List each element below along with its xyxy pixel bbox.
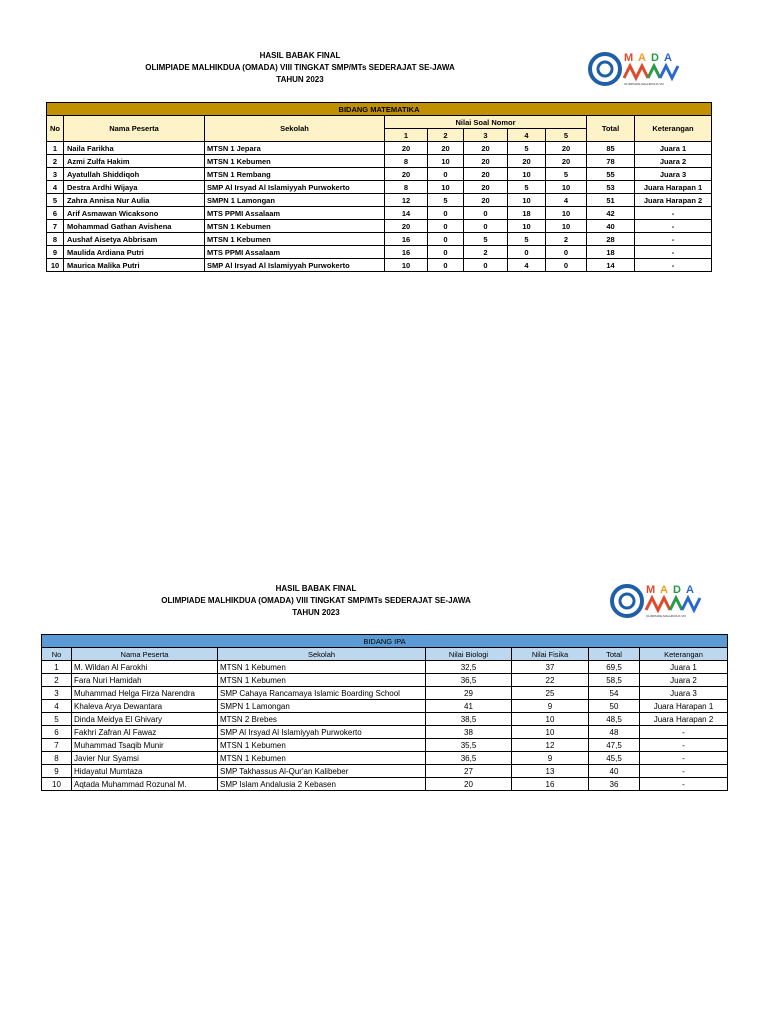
header-2 xyxy=(134,583,498,619)
logo-letter-m: M xyxy=(624,52,634,64)
table-row xyxy=(42,726,728,739)
row-soal-3: 0 xyxy=(464,259,508,272)
row-sekolah: MTSN 2 Brebes xyxy=(218,713,426,726)
row-total: 48 xyxy=(589,726,640,739)
row-fisika: 37 xyxy=(512,661,589,674)
table-row xyxy=(47,142,712,155)
row-nama: Zahra Annisa Nur Aulia xyxy=(64,194,205,207)
row-keterangan: Juara 2 xyxy=(640,674,728,687)
row-soal-5: 0 xyxy=(546,246,587,259)
row-soal-4: 20 xyxy=(508,155,546,168)
row-keterangan: - xyxy=(635,233,712,246)
logo-letter-d: D xyxy=(651,52,659,64)
row-biologi: 38 xyxy=(426,726,512,739)
row-nama: Javier Nur Syamsi xyxy=(72,752,218,765)
row-biologi: 35,5 xyxy=(426,739,512,752)
table-row xyxy=(47,194,712,207)
row-total: 48,5 xyxy=(589,713,640,726)
row-total: 40 xyxy=(587,220,635,233)
row-soal-1: 12 xyxy=(385,194,428,207)
row-total: 45,5 xyxy=(589,752,640,765)
header-year: TAHUN 2023 xyxy=(276,75,324,84)
row-fisika: 9 xyxy=(512,700,589,713)
col-nilai: Nilai Soal Nomor xyxy=(385,116,587,129)
row-soal-5: 10 xyxy=(546,207,587,220)
row-keterangan: Juara Harapan 1 xyxy=(640,700,728,713)
row-fisika: 10 xyxy=(512,713,589,726)
row-soal-5: 10 xyxy=(546,220,587,233)
col-sekolah: Sekolah xyxy=(205,116,385,142)
row-total: 69,5 xyxy=(589,661,640,674)
header-subtitle: OLIMPIADE MALHIKDUA (OMADA) VIII TINGKAT SMP/MTs SEDERAJAT SE-JAWA xyxy=(161,596,471,605)
row-soal-1: 10 xyxy=(385,259,428,272)
row-soal-1: 16 xyxy=(385,246,428,259)
row-no: 1 xyxy=(47,142,64,155)
row-biologi: 38,5 xyxy=(426,713,512,726)
header-title: HASIL BABAK FINAL xyxy=(259,51,341,60)
ipa-title: BIDANG IPA xyxy=(42,635,728,648)
row-no: 6 xyxy=(42,726,72,739)
row-no: 10 xyxy=(42,778,72,791)
logo-letter-a2: A xyxy=(686,584,694,596)
logo-letter-a1: A xyxy=(660,584,668,596)
row-keterangan: Juara Harapan 1 xyxy=(635,181,712,194)
row-biologi: 41 xyxy=(426,700,512,713)
row-keterangan: - xyxy=(635,246,712,259)
row-nama: Maurica Malika Putri xyxy=(64,259,205,272)
col-soal-3: 3 xyxy=(464,129,508,142)
row-no: 1 xyxy=(42,661,72,674)
row-soal-1: 8 xyxy=(385,181,428,194)
row-keterangan: - xyxy=(640,752,728,765)
omada-logo xyxy=(610,580,710,622)
col-no: No xyxy=(47,116,64,142)
logo-letter-a2: A xyxy=(664,52,672,64)
row-nama: Maulida Ardiana Putri xyxy=(64,246,205,259)
row-soal-3: 0 xyxy=(464,220,508,233)
table-row xyxy=(42,687,728,700)
row-soal-2: 10 xyxy=(428,155,464,168)
table-row xyxy=(42,739,728,752)
row-soal-5: 0 xyxy=(546,259,587,272)
row-soal-3: 20 xyxy=(464,142,508,155)
row-sekolah: SMPN 1 Lamongan xyxy=(205,194,385,207)
header-title: HASIL BABAK FINAL xyxy=(275,584,357,593)
table-row xyxy=(42,674,728,687)
row-sekolah: SMPN 1 Lamongan xyxy=(218,700,426,713)
row-keterangan: Juara Harapan 2 xyxy=(640,713,728,726)
row-no: 5 xyxy=(42,713,72,726)
row-total: 40 xyxy=(589,765,640,778)
row-soal-1: 8 xyxy=(385,155,428,168)
row-sekolah: MTS PPMI Assalaam xyxy=(205,246,385,259)
row-total: 50 xyxy=(589,700,640,713)
col-total: Total xyxy=(589,648,640,661)
row-fisika: 22 xyxy=(512,674,589,687)
row-total: 36 xyxy=(589,778,640,791)
row-no: 6 xyxy=(47,207,64,220)
row-soal-2: 0 xyxy=(428,207,464,220)
row-soal-4: 0 xyxy=(508,246,546,259)
table-row xyxy=(42,778,728,791)
row-biologi: 29 xyxy=(426,687,512,700)
row-no: 8 xyxy=(47,233,64,246)
table-row xyxy=(47,181,712,194)
row-nama: Muhammad Tsaqib Munir xyxy=(72,739,218,752)
row-total: 47,5 xyxy=(589,739,640,752)
row-soal-2: 0 xyxy=(428,246,464,259)
row-soal-1: 20 xyxy=(385,168,428,181)
row-total: 28 xyxy=(587,233,635,246)
row-fisika: 25 xyxy=(512,687,589,700)
row-nama: Fakhri Zafran Al Fawaz xyxy=(72,726,218,739)
logo-letter-d: D xyxy=(673,584,681,596)
matematika-title: BIDANG MATEMATIKA xyxy=(47,103,712,116)
row-soal-3: 2 xyxy=(464,246,508,259)
row-sekolah: SMP Takhassus Al-Qur'an Kalibeber xyxy=(218,765,426,778)
row-fisika: 10 xyxy=(512,726,589,739)
table-row xyxy=(42,765,728,778)
row-biologi: 36,5 xyxy=(426,674,512,687)
row-soal-5: 5 xyxy=(546,168,587,181)
row-soal-4: 4 xyxy=(508,259,546,272)
row-soal-2: 5 xyxy=(428,194,464,207)
row-sekolah: MTSN 1 Kebumen xyxy=(218,674,426,687)
row-fisika: 9 xyxy=(512,752,589,765)
row-nama: Destra Ardhi Wijaya xyxy=(64,181,205,194)
row-keterangan: - xyxy=(635,207,712,220)
row-sekolah: MTSN 1 Jepara xyxy=(205,142,385,155)
header-year: TAHUN 2023 xyxy=(292,608,340,617)
matematika-table xyxy=(46,102,712,272)
row-soal-2: 0 xyxy=(428,259,464,272)
row-soal-1: 14 xyxy=(385,207,428,220)
logo-letter-m: M xyxy=(646,584,656,596)
row-soal-1: 20 xyxy=(385,220,428,233)
row-keterangan: Juara 2 xyxy=(635,155,712,168)
row-total: 58,5 xyxy=(589,674,640,687)
row-keterangan: - xyxy=(640,739,728,752)
row-nama: Dinda Meidya El Ghivary xyxy=(72,713,218,726)
col-soal-1: 1 xyxy=(385,129,428,142)
table-row xyxy=(47,246,712,259)
row-no: 7 xyxy=(47,220,64,233)
row-sekolah: SMP Al Irsyad Al Islamiyyah Purwokerto xyxy=(205,181,385,194)
row-soal-3: 20 xyxy=(464,194,508,207)
row-soal-3: 0 xyxy=(464,207,508,220)
row-soal-2: 0 xyxy=(428,220,464,233)
row-keterangan: - xyxy=(635,220,712,233)
row-soal-3: 20 xyxy=(464,168,508,181)
row-sekolah: MTSN 1 Kebumen xyxy=(205,155,385,168)
row-total: 53 xyxy=(587,181,635,194)
row-no: 3 xyxy=(47,168,64,181)
table-row xyxy=(42,752,728,765)
row-soal-5: 10 xyxy=(546,181,587,194)
row-soal-2: 20 xyxy=(428,142,464,155)
row-biologi: 27 xyxy=(426,765,512,778)
table-row xyxy=(47,207,712,220)
row-total: 78 xyxy=(587,155,635,168)
row-biologi: 32,5 xyxy=(426,661,512,674)
col-ket: Keterangan xyxy=(635,116,712,142)
row-total: 14 xyxy=(587,259,635,272)
row-keterangan: - xyxy=(640,726,728,739)
row-keterangan: Juara 1 xyxy=(640,661,728,674)
row-soal-2: 10 xyxy=(428,181,464,194)
col-biologi: Nilai Biologi xyxy=(426,648,512,661)
row-total: 42 xyxy=(587,207,635,220)
row-soal-3: 5 xyxy=(464,233,508,246)
header-1 xyxy=(120,50,480,86)
col-soal-2: 2 xyxy=(428,129,464,142)
row-sekolah: MTSN 1 Kebumen xyxy=(218,661,426,674)
row-soal-4: 5 xyxy=(508,142,546,155)
row-keterangan: Juara 1 xyxy=(635,142,712,155)
logo-subtitle: OLIMPIADE MALHIKDUA VIII xyxy=(624,82,664,86)
table-row xyxy=(42,700,728,713)
row-no: 5 xyxy=(47,194,64,207)
header-subtitle: OLIMPIADE MALHIKDUA (OMADA) VIII TINGKAT SMP/MTs SEDERAJAT SE-JAWA xyxy=(145,63,455,72)
row-sekolah: MTSN 1 Rembang xyxy=(205,168,385,181)
table-row xyxy=(42,713,728,726)
row-nama: Khaleva Arya Dewantara xyxy=(72,700,218,713)
row-nama: Azmi Zulfa Hakim xyxy=(64,155,205,168)
row-soal-3: 20 xyxy=(464,155,508,168)
row-soal-2: 0 xyxy=(428,233,464,246)
row-keterangan: Juara 3 xyxy=(635,168,712,181)
row-fisika: 16 xyxy=(512,778,589,791)
row-nama: Aqtada Muhammad Rozunal M. xyxy=(72,778,218,791)
col-soal-5: 5 xyxy=(546,129,587,142)
row-biologi: 20 xyxy=(426,778,512,791)
row-nama: Ayatullah Shiddiqoh xyxy=(64,168,205,181)
omada-logo xyxy=(588,48,688,90)
row-no: 3 xyxy=(42,687,72,700)
row-no: 8 xyxy=(42,752,72,765)
row-fisika: 13 xyxy=(512,765,589,778)
row-no: 4 xyxy=(42,700,72,713)
logo-subtitle: OLIMPIADE MALHIKDUA VIII xyxy=(646,614,686,618)
col-soal-4: 4 xyxy=(508,129,546,142)
row-nama: Arif Asmawan Wicaksono xyxy=(64,207,205,220)
row-soal-5: 2 xyxy=(546,233,587,246)
row-nama: Mohammad Gathan Avishena xyxy=(64,220,205,233)
row-soal-2: 0 xyxy=(428,168,464,181)
row-nama: Naila Farikha xyxy=(64,142,205,155)
row-soal-4: 10 xyxy=(508,194,546,207)
row-soal-3: 20 xyxy=(464,181,508,194)
row-nama: Muhammad Helga Firza Narendra xyxy=(72,687,218,700)
row-no: 9 xyxy=(42,765,72,778)
logo-letter-a1: A xyxy=(638,52,646,64)
row-sekolah: SMP Al Irsyad Al Islamiyyah Purwokerto xyxy=(218,726,426,739)
row-soal-1: 16 xyxy=(385,233,428,246)
row-soal-1: 20 xyxy=(385,142,428,155)
col-nama: Nama Peserta xyxy=(64,116,205,142)
row-soal-4: 10 xyxy=(508,168,546,181)
row-no: 7 xyxy=(42,739,72,752)
row-sekolah: SMP Al Irsyad Al Islamiyyah Purwokerto xyxy=(205,259,385,272)
row-keterangan: - xyxy=(640,765,728,778)
row-total: 54 xyxy=(589,687,640,700)
row-keterangan: - xyxy=(640,778,728,791)
table-row xyxy=(42,661,728,674)
col-ket: Keterangan xyxy=(640,648,728,661)
row-sekolah: MTS PPMI Assalaam xyxy=(205,207,385,220)
row-biologi: 36,5 xyxy=(426,752,512,765)
row-soal-4: 5 xyxy=(508,181,546,194)
row-no: 4 xyxy=(47,181,64,194)
row-nama: Fara Nuri Hamidah xyxy=(72,674,218,687)
row-keterangan: - xyxy=(635,259,712,272)
table-row xyxy=(47,168,712,181)
row-sekolah: MTSN 1 Kebumen xyxy=(218,739,426,752)
table-row xyxy=(47,233,712,246)
col-fisika: Nilai Fisika xyxy=(512,648,589,661)
row-keterangan: Juara Harapan 2 xyxy=(635,194,712,207)
ipa-table xyxy=(41,634,728,791)
row-nama: Aushaf Aisetya Abbrisam xyxy=(64,233,205,246)
row-total: 51 xyxy=(587,194,635,207)
row-soal-5: 4 xyxy=(546,194,587,207)
table-row xyxy=(47,220,712,233)
row-total: 18 xyxy=(587,246,635,259)
row-sekolah: MTSN 1 Kebumen xyxy=(218,752,426,765)
row-soal-5: 20 xyxy=(546,142,587,155)
row-fisika: 12 xyxy=(512,739,589,752)
row-keterangan: Juara 3 xyxy=(640,687,728,700)
row-no: 9 xyxy=(47,246,64,259)
row-no: 2 xyxy=(47,155,64,168)
row-soal-4: 18 xyxy=(508,207,546,220)
row-nama: M. Wildan Al Farokhi xyxy=(72,661,218,674)
row-no: 10 xyxy=(47,259,64,272)
col-no: No xyxy=(42,648,72,661)
table-row xyxy=(47,155,712,168)
row-sekolah: MTSN 1 Kebumen xyxy=(205,220,385,233)
row-soal-4: 5 xyxy=(508,233,546,246)
row-total: 85 xyxy=(587,142,635,155)
col-total: Total xyxy=(587,116,635,142)
col-nama: Nama Peserta xyxy=(72,648,218,661)
col-sekolah: Sekolah xyxy=(218,648,426,661)
row-soal-4: 10 xyxy=(508,220,546,233)
row-sekolah: SMP Cahaya Rancamaya Islamic Boarding School xyxy=(218,687,426,700)
row-sekolah: MTSN 1 Kebumen xyxy=(205,233,385,246)
row-total: 55 xyxy=(587,168,635,181)
row-sekolah: SMP Islam Andalusia 2 Kebasen xyxy=(218,778,426,791)
row-no: 2 xyxy=(42,674,72,687)
table-row xyxy=(47,259,712,272)
row-nama: Hidayatul Mumtaza xyxy=(72,765,218,778)
row-soal-5: 20 xyxy=(546,155,587,168)
